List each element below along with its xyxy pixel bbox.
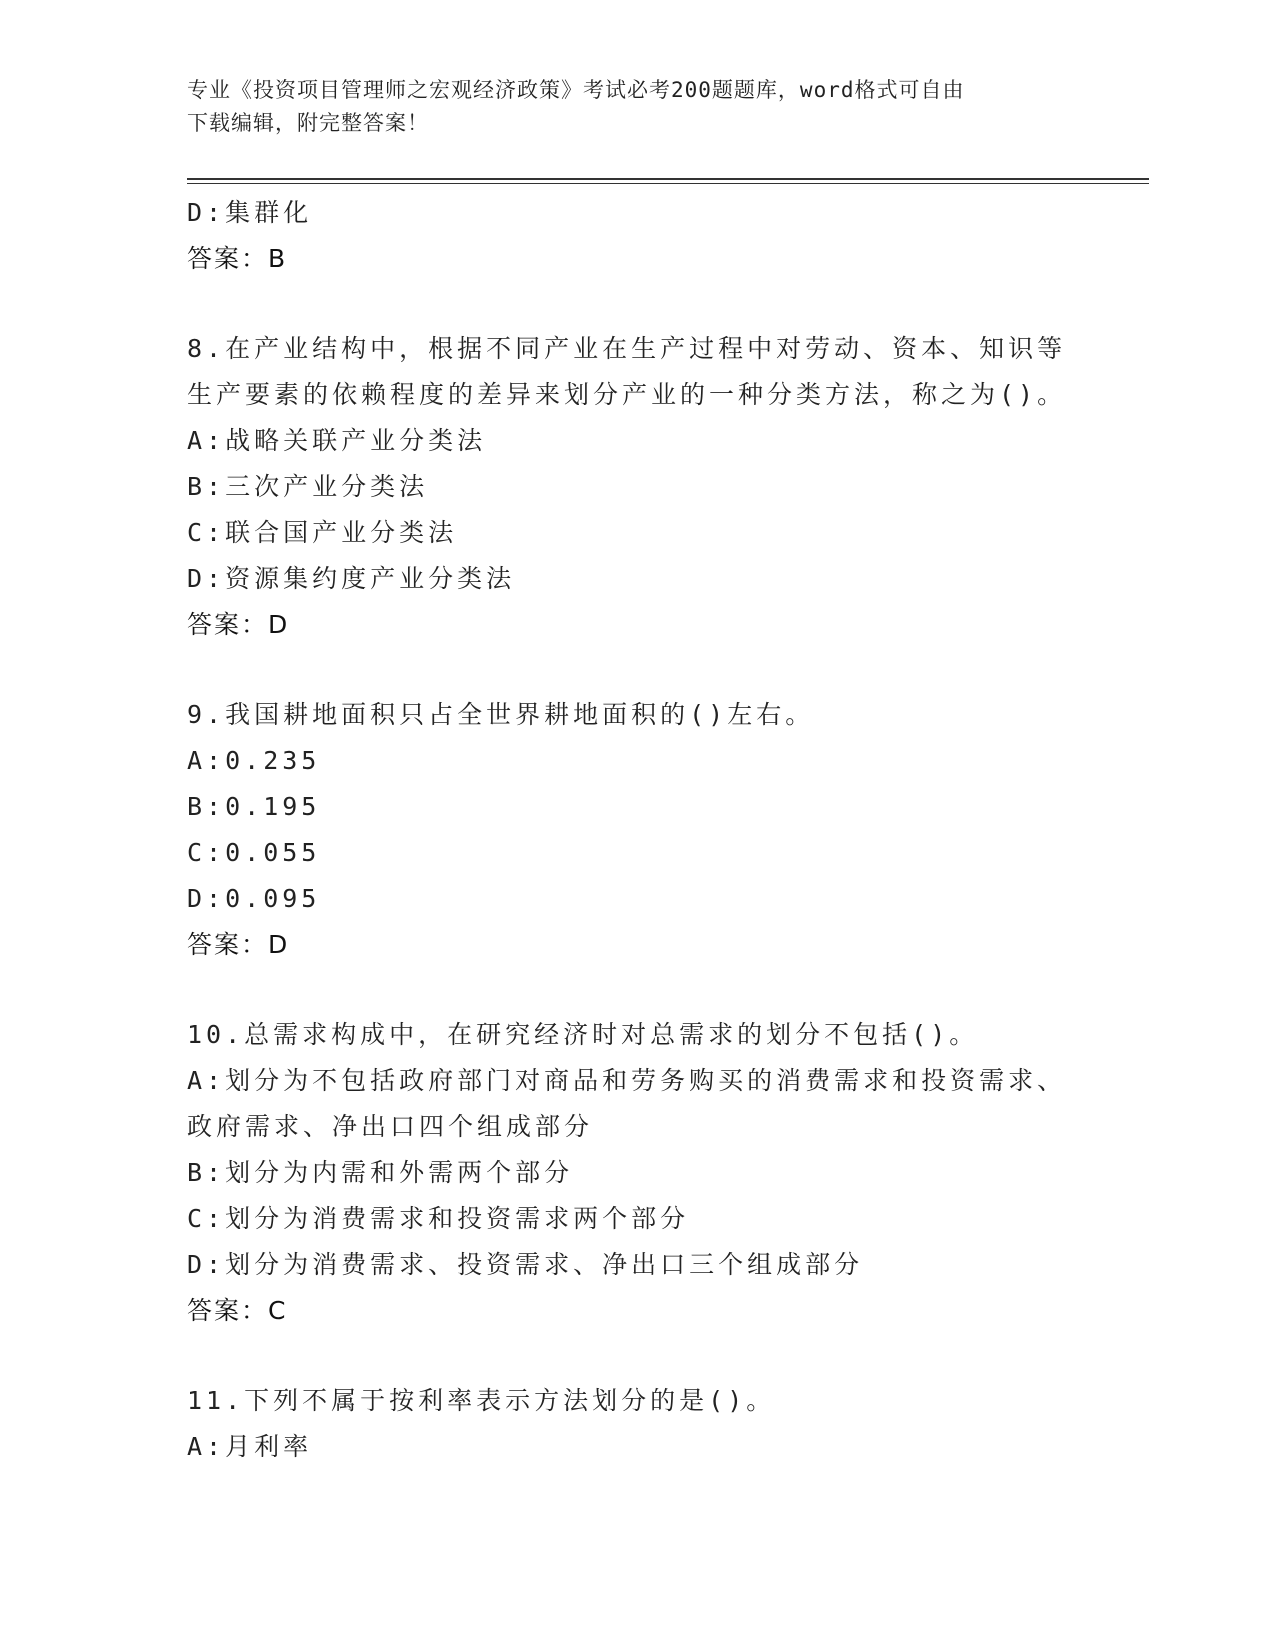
question-stem: 11.下列不属于按利率表示方法划分的是()。	[187, 1386, 776, 1415]
question-stem: 10.总需求构成中，在研究经济时对总需求的划分不包括()。	[187, 1020, 979, 1049]
option-b: B:0.195	[187, 792, 321, 821]
option-b: B:划分为内需和外需两个部分	[187, 1158, 574, 1187]
option-c: C:0.055	[187, 838, 321, 867]
option-a: A:月利率	[187, 1432, 313, 1461]
question-7	[187, 190, 1087, 282]
option-a-line-1: A:划分为不包括政府部门对商品和劳务购买的消费需求和投资需求、	[187, 1066, 1067, 1095]
question-spacer	[187, 648, 1087, 692]
answer: 答案：C	[187, 1296, 288, 1325]
question-spacer	[187, 1334, 1087, 1378]
option-d: D:资源集约度产业分类法	[187, 564, 516, 593]
option-a: A:战略关联产业分类法	[187, 426, 487, 455]
answer: 答案：B	[187, 244, 288, 273]
option-a-line-2: 政府需求、净出口四个组成部分	[187, 1112, 594, 1141]
answer: 答案：D	[187, 610, 290, 639]
answer: 答案：D	[187, 930, 290, 959]
header-divider-thick	[187, 178, 1149, 180]
question-10	[187, 1012, 1087, 1334]
option-d: D:集群化	[187, 198, 313, 227]
option-a: A:0.235	[187, 746, 321, 775]
option-c: C:联合国产业分类法	[187, 518, 458, 547]
question-list	[187, 190, 1087, 1470]
question-spacer	[187, 282, 1087, 326]
question-stem-line-2: 生产要素的依赖程度的差异来划分产业的一种分类方法，称之为()。	[187, 380, 1067, 409]
question-8	[187, 326, 1087, 648]
question-spacer	[187, 968, 1087, 1012]
option-d: D:划分为消费需求、投资需求、净出口三个组成部分	[187, 1250, 864, 1279]
question-stem: 9.我国耕地面积只占全世界耕地面积的()左右。	[187, 700, 815, 729]
header-divider-thin	[187, 183, 1149, 184]
question-9	[187, 692, 1087, 968]
document-header	[187, 74, 1087, 140]
header-line-2: 下载编辑，附完整答案！	[187, 111, 429, 135]
header-line-1: 专业《投资项目管理师之宏观经济政策》考试必考200题题库，word格式可自由	[187, 78, 965, 102]
option-d: D:0.095	[187, 884, 321, 913]
option-c: C:划分为消费需求和投资需求两个部分	[187, 1204, 690, 1233]
option-b: B:三次产业分类法	[187, 472, 429, 501]
question-11	[187, 1378, 1087, 1470]
question-stem-line-1: 8.在产业结构中，根据不同产业在生产过程中对劳动、资本、知识等	[187, 334, 1067, 363]
